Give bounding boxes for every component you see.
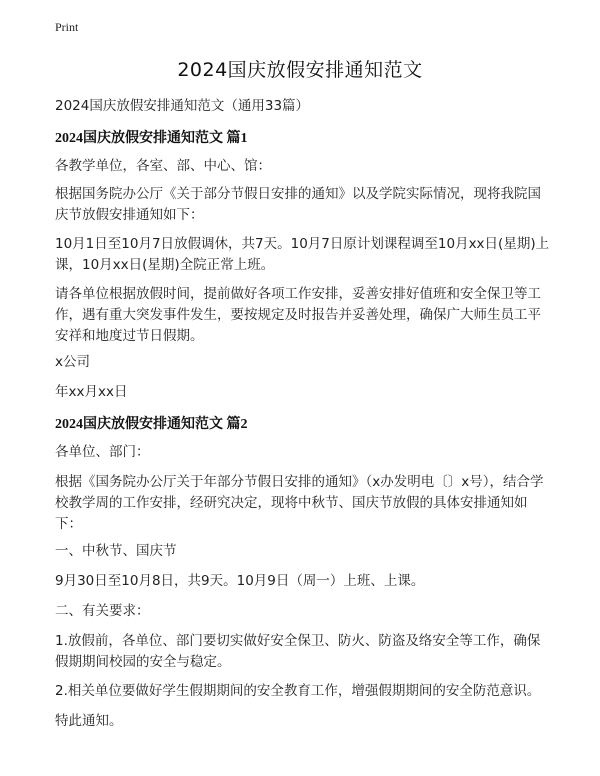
section-1-heading: 2024国庆放假安排通知范文 篇1 (55, 131, 248, 146)
section-2-item-1-text: 9月30日至10月8日，共9天。10月9日（周一）上班、上课。 (55, 573, 425, 589)
section-2-heading: 2024国庆放假安排通知范文 篇2 (55, 417, 248, 432)
section-2-requirement-1: 1.放假前，各单位、部门要切实做好安全保卫、防火、防盗及络安全等工作，确保假期期间校园的安全与稳定。 (55, 633, 541, 670)
section-1-date: 年xx月xx日 (55, 384, 128, 400)
page-title: 2024国庆放假安排通知范文 (177, 59, 423, 81)
section-1-signature: x公司 (55, 354, 90, 370)
section-1-paragraph-1: 根据国务院办公厅《关于部分节假日安排的通知》以及学院实际情况，现将我院国庆节放假安排通知如下： (55, 186, 541, 223)
section-2-item-1-title: 一、中秋节、国庆节 (55, 543, 177, 559)
section-2-requirement-2: 2.相关单位要做好学生假期期间的安全教育工作，增强假期期间的安全防范意识。 (55, 683, 541, 699)
section-2-closing: 特此通知。 (55, 713, 123, 729)
section-2-paragraph-1: 根据《国务院办公厅关于年部分节假日安排的通知》（x办发明电〔〕x号），结合学校教学周的工作安排，经研究决定，现将中秋节、国庆节放假的具体安排通知如下： (55, 474, 544, 532)
section-2-salutation: 各单位、部门： (55, 444, 150, 460)
print-button[interactable]: Print (55, 20, 79, 34)
section-1-paragraph-3: 请各单位根据放假时间，提前做好各项工作安排，妥善安排好值班和安全保卫等工作，遇有重大突发事件发生，要按规定及时报告并妥善处理，确保广大师生员工平安祥和地度过节日假期。 (55, 286, 541, 344)
section-1-paragraph-2: 10月1日至10月7日放假调休，共7天。10月7日原计划课程调至10月xx日(星期)上课，10月xx日(星期)全院正常上班。 (55, 236, 550, 273)
section-1-salutation: 各教学单位，各室、部、中心、馆： (55, 158, 271, 174)
section-2-item-2-title: 二、有关要求： (55, 603, 150, 619)
document-subtitle: 2024国庆放假安排通知范文（通用33篇） (55, 98, 310, 114)
